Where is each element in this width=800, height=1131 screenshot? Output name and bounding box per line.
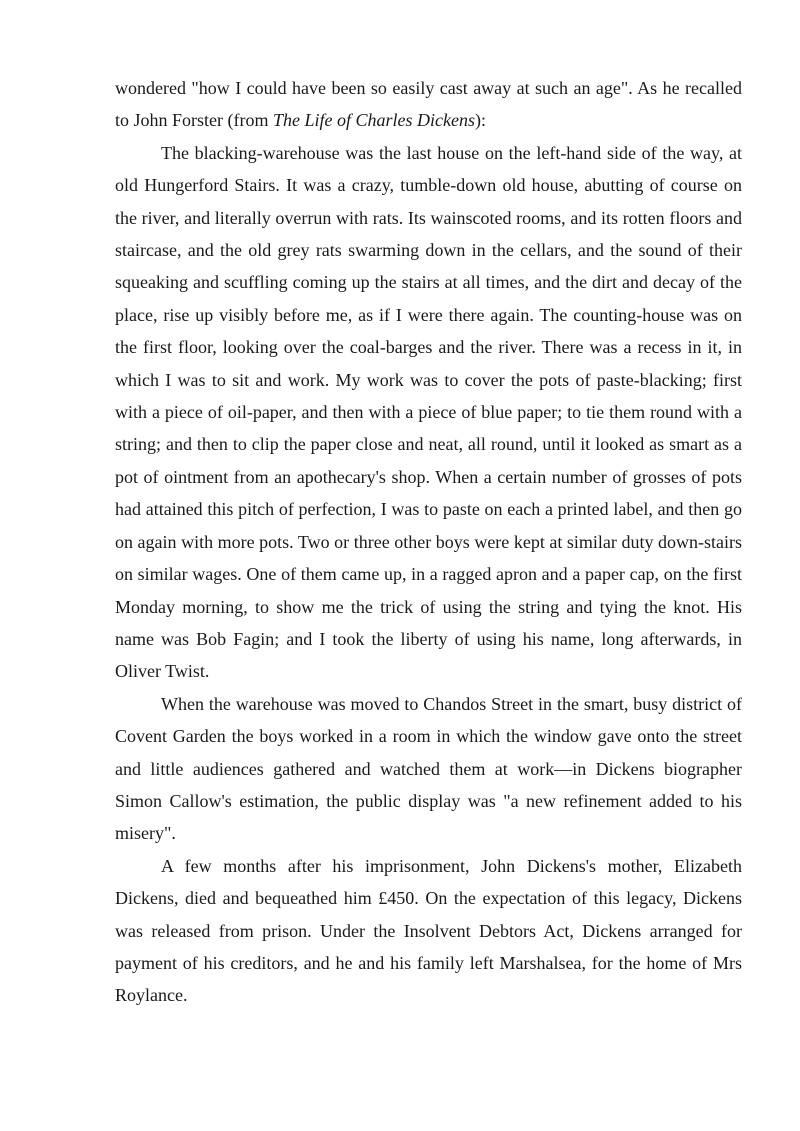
document-page xyxy=(115,72,742,1012)
release-paragraph: A few months after his imprisonment, John Dickens's mother, Elizabeth Dickens, died and bequeathed him £450. On the expectation of this legacy, Dickens was released from prison. Under the Insolvent Debtors Act, Dickens arranged for payment of his creditors, and he and his family left Marshalsea, for the home of Mrs Roylance. xyxy=(115,855,742,1006)
book-title: The Life of Charles Dickens xyxy=(272,110,475,131)
quote-paragraph: The blacking-warehouse was the last house on the left-hand side of the way, at old Hungerford Stairs. It was a crazy, tumble-down old house, abutting of course on the river, and literally overrun with rats. Its wainscoted rooms, and its rotten floors and staircase, and the old grey rats swarming down in the cellars, and the sound of their squeaking and scuffling coming up the stairs at all times, and the dirt and decay of the place, rise up visibly before me, as if I were there again. The counting-house was on the first floor, looking over the coal-barges and the river. There was a recess in it, in which I was to sit and work. My work was to cover the pots of paste-blacking; first with a piece of oil-paper, and then with a piece of blue paper; to tie them round with a string; and then to clip the paper close and neat, all round, until it looked as smart as a pot of ointment from an apothecary's shop. When a certain number of grosses of pots had attained this pitch of perfection, I was to paste on each a printed label, and then go on again with more pots. Two or three other boys were kept at similar duty down-stairs on similar wages. One of them came up, in a ragged apron and a paper cap, on the first Monday morning, to show me the trick of using the string and tying the knot. His name was Bob Fagin; and I took the liberty of using his name, long afterwards, in Oliver Twist. xyxy=(115,142,742,682)
intro-paragraph xyxy=(115,72,742,137)
warehouse-paragraph: When the warehouse was moved to Chandos Street in the smart, busy district of Covent Garden the boys worked in a room in which the window gave onto the street and little audiences gathered and watched them at work—in Dickens biographer Simon Callow's estimation, the public display was "a new refinement added to his misery". xyxy=(115,693,742,844)
intro-text-after: ): xyxy=(474,110,486,131)
intro-text-before: wondered "how I could have been so easily cast away at such an age". As he recalled to John Forster (from xyxy=(115,78,742,131)
